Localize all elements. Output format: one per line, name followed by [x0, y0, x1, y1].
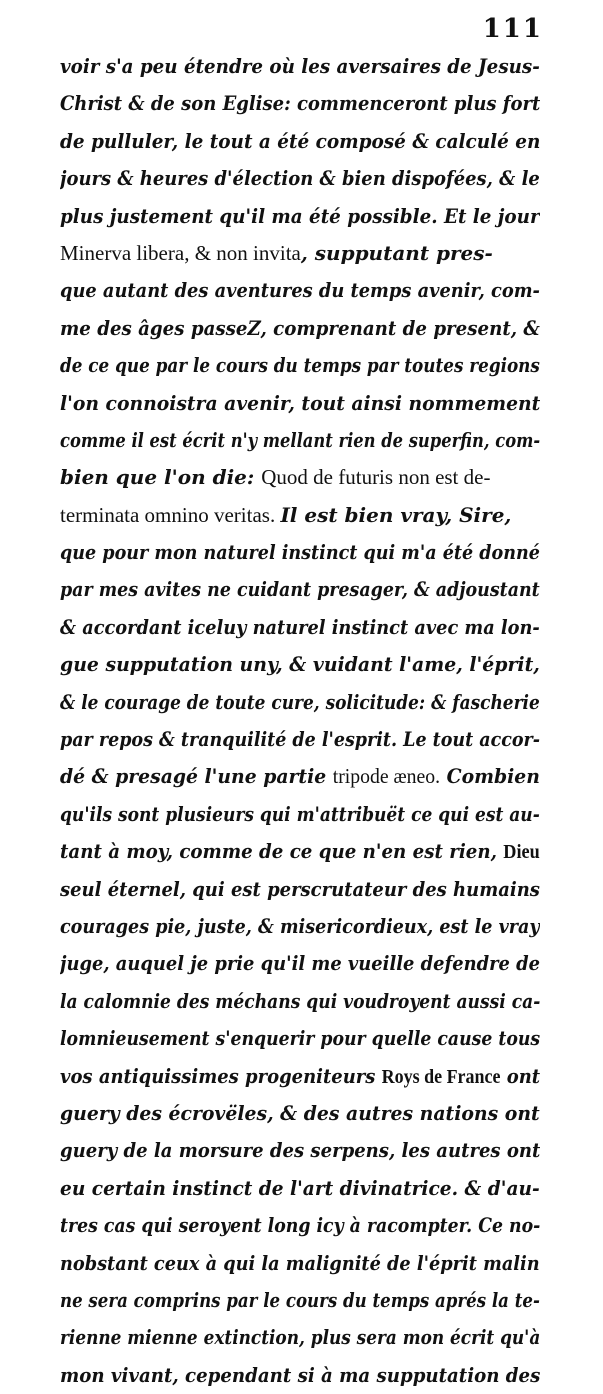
text-segment: bien dispofées, — [335, 166, 500, 191]
text-line — [60, 758, 540, 795]
text-segment: guery des écrovëles, — [60, 1100, 281, 1125]
text-segment: plus justement qu'il ma été possible. Et le jour — [60, 203, 540, 228]
text-segment: que autant des aventures du temps avenir, com- — [60, 278, 540, 303]
text-segment: nobstant ceux à qui la malignité de l'éprit malin — [60, 1250, 540, 1275]
text-segment: vuidant l'ame, l'éprit, — [306, 652, 540, 677]
text-line — [60, 796, 540, 833]
text-line — [60, 983, 540, 1020]
text-segment: presagé l'une partie — [108, 764, 333, 789]
text-segment: seul éternel, qui est perscrutateur des humains — [60, 876, 540, 901]
text-segment: qu'ils sont plusieurs qui m'attribuët ce qui est au- — [60, 801, 540, 826]
text-segment: heures d'élection — [133, 166, 320, 191]
text-segment: Quod de futuris non est de- — [261, 465, 491, 490]
text-line — [60, 945, 540, 982]
text-line — [60, 908, 540, 945]
text-line — [60, 1020, 540, 1057]
text-segment: & — [319, 166, 336, 191]
text-segment: & — [289, 652, 307, 677]
text-segment: dé — [60, 764, 92, 789]
text-segment: & — [117, 166, 134, 191]
text-segment: Roys de France — [381, 1065, 501, 1088]
text-line — [60, 272, 540, 309]
text-segment: de pulluler, le tout a été composé — [60, 128, 413, 153]
text-segment: par repos — [60, 727, 160, 752]
text-segment: tant à moy, comme de ce que n'en est rien, — [60, 839, 504, 864]
text-segment: Combien — [440, 764, 540, 789]
text-line — [60, 160, 540, 197]
text-segment: le — [515, 166, 540, 191]
text-segment: jours — [60, 166, 118, 191]
text-line — [60, 48, 540, 85]
text-line — [60, 871, 540, 908]
text-segment: la calomnie des méchans qui voudroyent aussi ca- — [60, 988, 540, 1013]
text-segment: ont — [500, 1063, 540, 1088]
text-segment: juge, auquel je prie qu'il me vueille defendre de — [60, 951, 540, 976]
text-segment: Christ — [60, 91, 129, 116]
text-segment: fascherie — [446, 689, 540, 714]
body-text — [60, 48, 540, 1394]
text-segment: & — [128, 91, 145, 116]
text-line — [60, 609, 540, 646]
text-segment: comme il est écrit n'y mellant rien de superfin, com- — [60, 427, 540, 452]
text-line — [60, 684, 540, 721]
text-line — [60, 1170, 540, 1207]
text-segment: misericordieux, est le vray — [273, 913, 540, 938]
text-segment: des autres nations ont — [297, 1100, 540, 1125]
text-line — [60, 1132, 540, 1169]
text-line — [60, 1245, 540, 1282]
text-segment: & — [464, 1175, 482, 1200]
text-line — [60, 833, 540, 870]
text-segment: que pour mon naturel instinct qui m'a été donné — [60, 540, 540, 565]
text-segment: & — [159, 727, 175, 752]
text-segment: terminata omnino veritas. — [60, 502, 281, 527]
text-segment: d'au- — [481, 1175, 540, 1200]
text-segment: mon vivant, cependant si à ma supputation des — [60, 1362, 540, 1387]
text-segment: tripode æneo. — [332, 764, 441, 789]
text-line — [60, 1207, 540, 1244]
text-segment: gue supputation uny, — [60, 652, 290, 677]
text-segment: lomnieusement s'enquerir pour quelle cause tous — [60, 1026, 540, 1051]
text-line — [60, 646, 540, 683]
text-segment: vos antiquissimes progeniteurs — [60, 1063, 382, 1088]
text-segment: eu certain instinct de l'art divinatrice. — [60, 1175, 465, 1200]
text-line — [60, 1282, 540, 1319]
text-line — [60, 571, 540, 608]
text-line — [60, 459, 540, 496]
text-segment: l'on connoistra avenir, tout ainsi nommement — [60, 390, 540, 415]
text-segment: & — [91, 764, 109, 789]
text-segment: rienne mienne extinction, plus sera mon écrit qu'à — [60, 1325, 540, 1350]
text-line — [60, 721, 540, 758]
text-line — [60, 198, 540, 235]
text-line — [60, 1357, 540, 1394]
text-segment: adjoustant — [429, 577, 540, 602]
text-line — [60, 422, 540, 459]
text-segment: & — [523, 315, 540, 340]
text-segment: de son Eglise: commenceront plus fort — [144, 91, 540, 116]
text-segment: & — [499, 166, 516, 191]
text-segment: tres cas qui seroyent long icy à racompter. Ce no- — [60, 1213, 540, 1238]
text-segment: ne sera comprins par le cours du temps aprés la te- — [60, 1287, 540, 1312]
text-segment: & — [258, 913, 274, 938]
text-line — [60, 1095, 540, 1132]
text-segment: voir s'a peu étendre où les aversaires de Jesus- — [60, 54, 540, 78]
text-segment: & — [412, 128, 429, 153]
text-segment: & — [413, 577, 430, 602]
text-segment: tranquilité de l'esprit. Le tout accor- — [174, 727, 540, 752]
text-line — [60, 1319, 540, 1356]
page-number: 111 — [482, 14, 543, 44]
text-line — [60, 347, 540, 384]
text-segment: & le courage de toute cure, solicitude: — [60, 689, 432, 714]
text-line — [60, 235, 540, 272]
text-line — [60, 310, 540, 347]
text-segment: & — [431, 689, 447, 714]
text-line — [60, 85, 540, 122]
text-line — [60, 1058, 540, 1095]
text-segment: bien que l'on die: — [60, 465, 262, 490]
text-line — [60, 497, 540, 534]
text-segment: par mes avites ne cuidant presager, — [60, 577, 414, 602]
text-segment: calculé en — [428, 128, 540, 153]
text-line — [60, 534, 540, 571]
text-segment: , supputant pres- — [300, 240, 493, 265]
text-segment: de ce que par le cours du temps par toutes regions — [60, 353, 540, 378]
text-segment: courages pie, juste, — [60, 913, 259, 938]
text-line — [60, 123, 540, 160]
text-segment: & accordant iceluy naturel instinct avec ma lon- — [60, 614, 540, 639]
text-segment: Minerva libera, & non invita — [60, 240, 301, 265]
text-segment: Il est bien vray, Sire, — [280, 502, 512, 527]
text-segment: me des âges passeZ, comprenant de present, — [60, 315, 524, 340]
text-segment: guery de la morsure des serpens, les autres ont — [60, 1138, 540, 1163]
text-segment: & — [280, 1100, 298, 1125]
text-segment: Dieu — [503, 841, 540, 864]
text-line — [60, 385, 540, 422]
